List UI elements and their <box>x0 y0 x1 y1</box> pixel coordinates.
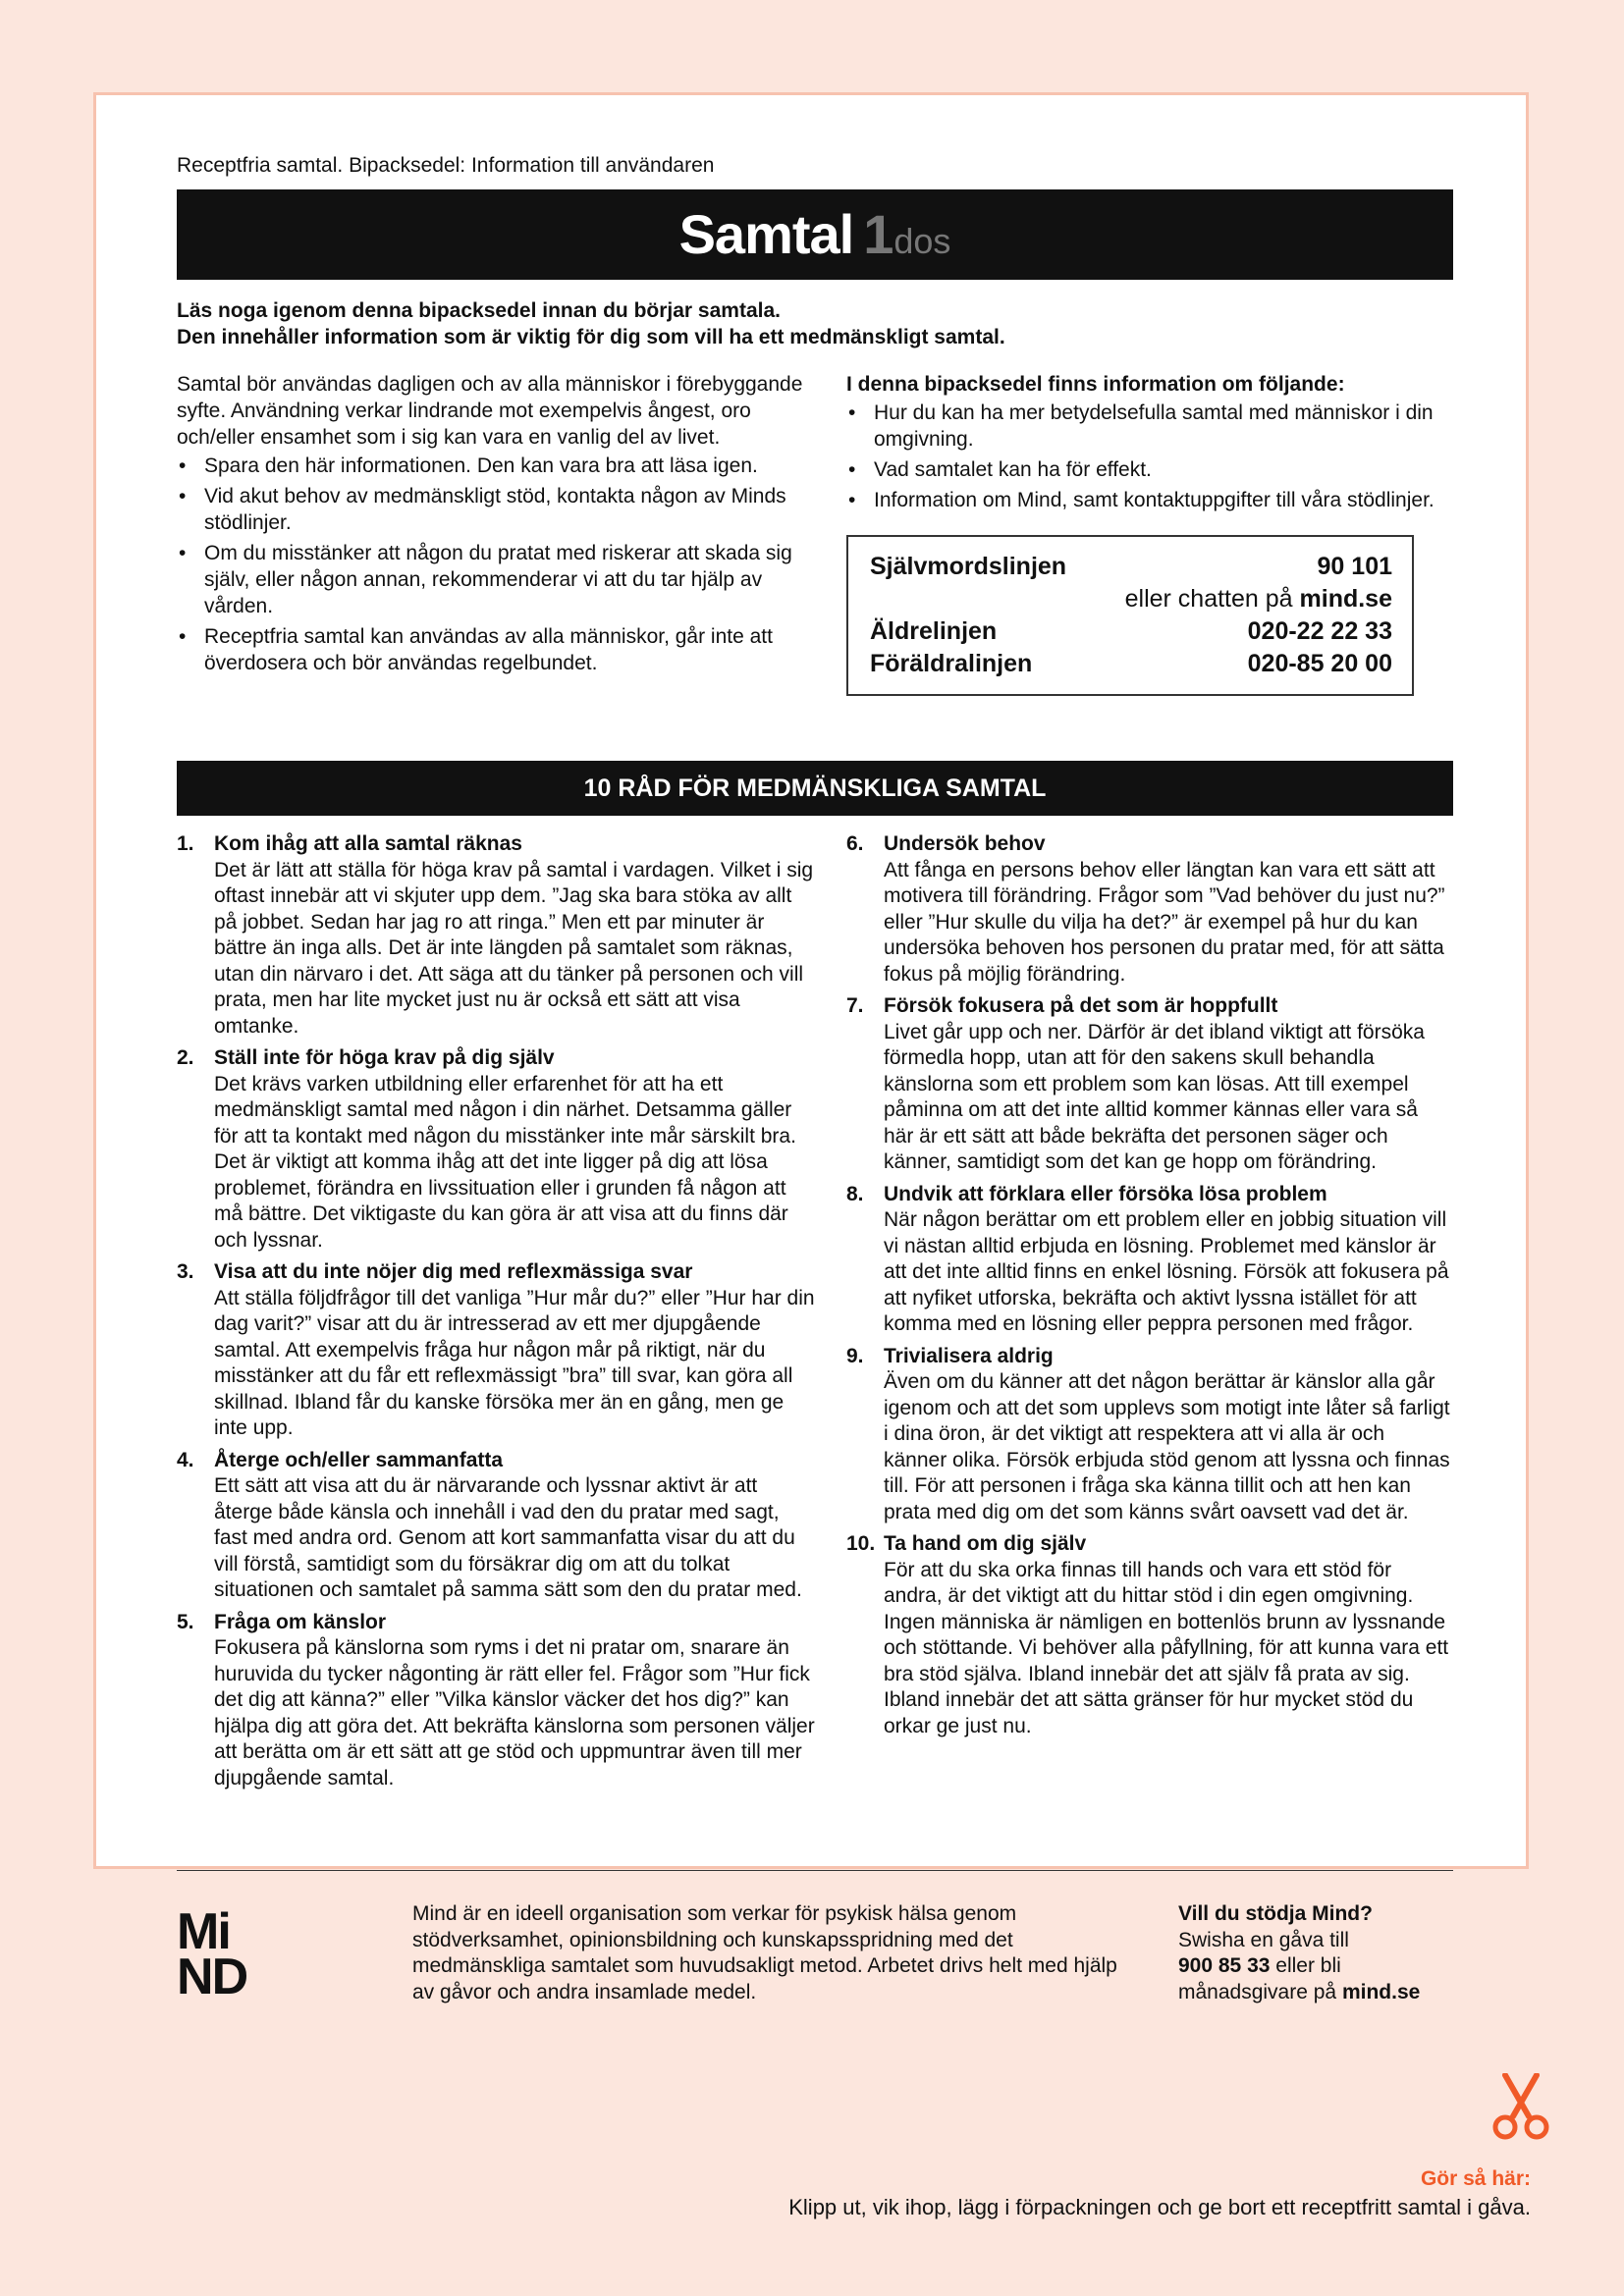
tip-heading: Försök fokusera på det som är hoppfullt <box>884 994 1278 1017</box>
tip-item <box>846 993 1453 1176</box>
support-question: Vill du stödja Mind? <box>1178 1902 1373 1925</box>
helpline-label: Självmordslinjen <box>870 553 1067 580</box>
tagline: Receptfria samtal. Bipacksedel: Information till användaren <box>177 154 715 177</box>
tip-number: 2. <box>177 1046 194 1069</box>
tip-heading: Ställ inte för höga krav på dig själv <box>214 1046 555 1069</box>
cut-instructions <box>788 2081 1531 2220</box>
tip-item <box>177 831 815 1040</box>
helpline-number[interactable]: 020-22 22 33 <box>1247 617 1392 645</box>
swish-number[interactable]: 900 85 33 <box>1178 1954 1271 1977</box>
helpline-row <box>870 551 1392 583</box>
list-item: • Vid akut behov av medmänskligt stöd, kontakta någon av Minds stödlinjer. <box>177 483 805 536</box>
tip-number: 9. <box>846 1344 864 1367</box>
helpline-label: Äldrelinjen <box>870 617 998 645</box>
tip-body: För att du ska orka finnas till hands och vara ett stöd för andra, är det viktigt att du hittar stöd i din egen omgivning. Ingen människa är nämligen en bottenlös brunn av lyssnande och stöttande. Vi behöver alla påfyllning, för att kunna vara ett bra stöd själva. Ibland innebär det att själv få prata av sig. Ibland innebär det att sätta gränser för hur mycket stöd du orkar ge just nu. <box>884 1558 1449 1737</box>
helpline-row <box>870 615 1392 648</box>
mind-site-link[interactable]: mind.se <box>1341 1980 1421 2003</box>
footer-divider <box>177 1870 1453 1871</box>
logo-letter: M <box>177 1903 218 1960</box>
list-item: • Spara den här informationen. Den kan vara bra att läsa igen. <box>177 453 805 479</box>
tip-number: 6. <box>846 832 864 855</box>
tip-item <box>177 1045 815 1254</box>
tip-heading: Kom ihåg att alla samtal räknas <box>214 832 522 855</box>
tip-number: 1. <box>177 832 194 855</box>
title-main: Samtal <box>678 203 854 265</box>
tip-body: Det krävs varken utbildning eller erfarenhet för att ha ett medmänskligt samtal med någon i din närhet. Detsamma gäller för att ta kontakt med någon du misstänker inte mår särskilt bra. Det är viktigt att komma ihåg att det inte ligger på dig att lösa problemet, förändra en livssituation eller i grunden få någon att må bättre. Det viktigaste du kan göra är att visa att du finns där och lyssnar. <box>214 1072 796 1252</box>
logo-letter: i <box>217 1903 230 1960</box>
tip-body: Att fånga en persons behov eller längtan kan vara ett sätt att motivera till förändring. Frågor som ”Vad behöver du just nu?” eller ”Hur skulle du vilja ha det?” är exempel på hur du kan undersöka behoven hos personen du pratar med, för att sätta fokus på möjlig förändring. <box>884 858 1445 986</box>
list-item: • Vad samtalet kan ha för effekt. <box>846 456 1453 483</box>
contents-heading: I denna bipacksedel finns information om följande: <box>846 373 1345 396</box>
tips-left-column <box>177 831 815 1797</box>
tip-number: 7. <box>846 994 864 1017</box>
tip-heading: Fråga om känslor <box>214 1610 387 1633</box>
helpline-number[interactable]: 90 101 <box>1317 553 1392 580</box>
tip-item <box>177 1259 815 1442</box>
tip-body: Ett sätt att visa att du är närvarande och lyssnar aktivt är att återge både känsla och innehåll i vad den du pratar med sagt, fast med andra ord. Genom att kort sammanfatta visar du att du vill förstå, samtidigt som du försäkrar dig om att du tolkat situationen och samtalet på samma sätt som den du pratar med. <box>214 1474 802 1601</box>
list-item: • Receptfria samtal kan användas av alla människor, går inte att överdosera och bör användas regelbundet. <box>177 623 805 676</box>
chat-prefix: eller chatten på <box>1124 585 1293 613</box>
tip-heading: Ta hand om dig själv <box>884 1532 1087 1555</box>
tip-body: Även om du känner att det någon berättar är känslor alla går igenom och att det som upplevs som motigt inte låter så farligt i dina öron, är det viktigt att respektera att vi alla är och känner olika. Försök erbjuda stöd genom att lyssna och finnas till. För att personen i fråga ska känna tillit och att hen kan prata med dig om det som känns svårt oavsett vad det är. <box>884 1370 1450 1523</box>
tip-body: Livet går upp och ner. Därför är det ibland viktigt att försöka förmedla hopp, utan att för den sakens skull behandla känslorna som ett problem som kan lösas. Att till exempel påminna om att det inte alltid kommer kännas eller vara så här är ett sätt att både bekräfta det personen säger och känner, samtidigt som det kan ge hopp om förändring. <box>884 1020 1425 1173</box>
tip-number: 8. <box>846 1182 864 1205</box>
tip-number: 3. <box>177 1260 194 1283</box>
helpline-row <box>870 648 1392 680</box>
leaflet-sheet <box>93 92 1529 2005</box>
tip-number: 5. <box>177 1610 194 1633</box>
tip-item <box>177 1448 815 1604</box>
title-dose-unit: dos <box>893 221 951 261</box>
title-bar <box>177 189 1453 280</box>
intro-line-2: Den innehåller information som är viktig för dig som vill ha ett medmänskligt samtal. <box>177 326 1005 348</box>
tip-heading: Undersök behov <box>884 832 1046 855</box>
tip-body: Fokusera på känslorna som ryms i det ni pratar om, snarare än huruvida du tycker någonting är rätt eller fel. Frågor som ”Hur fick det dig att känna?” eller ”Vilka känslor väcker det hos dig?” kan hjälpa dig att göra det. Att bekräfta känslorna som personen väljer att berätta om är ett sätt att ge stöd och uppmuntrar även till mer djupgående samtal. <box>214 1636 815 1789</box>
helpline-number[interactable]: 020-85 20 00 <box>1247 650 1392 677</box>
logo-letter: N <box>177 1949 212 2005</box>
tip-item <box>846 1531 1453 1739</box>
intro-line-1: Läs noga igenom denna bipacksedel innan du börjar samtala. <box>177 299 781 322</box>
tip-number: 4. <box>177 1448 194 1471</box>
intro <box>177 297 1005 350</box>
title-dose-number: 1 <box>863 203 894 265</box>
tip-heading: Undvik att förklara eller försöka lösa problem <box>884 1182 1327 1205</box>
tip-heading: Visa att du inte nöjer dig med reflexmässiga svar <box>214 1260 693 1283</box>
tip-heading: Återge och/eller sammanfatta <box>214 1448 504 1471</box>
helpline-label: Föräldralinjen <box>870 650 1033 677</box>
support-line-1: Swisha en gåva till <box>1178 1928 1349 1951</box>
tip-number: 10. <box>846 1532 876 1555</box>
contents-bullets <box>846 400 1453 513</box>
about-mind: Mind är en ideell organisation som verkar för psykisk hälsa genom stödverksamhet, opinionsbildning och kunskapsspridning med det medmänskliga samtalet som huvudsakligt metod. Arbetet drivs helt med hjälp av gåvor och andra insamlade medel. <box>412 1902 1117 2003</box>
support-mind <box>1178 1901 1473 2005</box>
howto-label: Gör så här: <box>1420 2167 1531 2190</box>
mind-logo <box>177 1903 285 2005</box>
helpline-box <box>846 535 1414 696</box>
tip-item <box>846 1344 1453 1526</box>
list-item: • Om du misstänker att någon du pratat med riskerar att skada sig själv, eller någon annan, rekommenderar vi att du tar hjälp av vården. <box>177 540 805 619</box>
chat-link[interactable]: mind.se <box>1299 585 1392 613</box>
tips-section-title: 10 RÅD FÖR MEDMÄNSKLIGA SAMTAL <box>177 761 1453 816</box>
tip-item <box>846 831 1453 988</box>
left-column <box>177 371 805 680</box>
howto-instruction: Klipp ut, vik ihop, lägg i förpackningen och ge bort ett receptfritt samtal i gåva. <box>788 2195 1531 2219</box>
tip-body: Att ställa följdfrågor till det vanliga ”Hur mår du?” eller ”Hur har din dag varit?” visar att du är intresserad av ett mer djupgående samtal. Att exempelvis fråga hur någon mår på riktigt, när du misstänker att du får ett reflexmässigt ”bra” till svar, kan göra all skillnad. Ibland får du kanske försöka mer än en gång, men ge inte upp. <box>214 1286 815 1439</box>
tips-right-column <box>846 831 1453 1745</box>
tip-heading: Trivialisera aldrig <box>884 1344 1054 1367</box>
usage-paragraph: Samtal bör användas dagligen och av alla människor i förebyggande syfte. Användning verkar lindrande mot exempelvis ångest, oro och/eller ensamhet som i sig kan vara en vanlig del av livet. <box>177 373 803 449</box>
right-column <box>846 371 1453 696</box>
tip-body: Det är lätt att ställa för höga krav på samtal i vardagen. Vilket i sig oftast innebär att vi skjuter upp dem. ”Jag ska bara stöka av allt på jobbet. Sedan har jag ro att ringa.” Men ett par minuter är bättre än inga alls. Det är inte längden på samtalet som räknas, utan din närvaro i det. Att säga att du tänker på personen och vill prata, men har lite mycket just nu är också ett sätt att visa omtanke. <box>214 858 814 1038</box>
chat-line <box>870 583 1392 615</box>
tip-item <box>846 1182 1453 1338</box>
list-item: • Information om Mind, samt kontaktuppgifter till våra stödlinjer. <box>846 487 1453 513</box>
tip-body: När någon berättar om ett problem eller en jobbig situation vill vi nästan alltid erbjuda en lösning. Problemet med känslor är att det inte alltid finns en enkel lösning. Försök att fokusera på att nyfiket utforska, bekräfta och aktivt lyssna istället för att komma med en lösning eller peppra personen med frågor. <box>884 1208 1449 1335</box>
support-line-3: månadsgivare på <box>1178 1980 1337 2003</box>
logo-letter: D <box>211 1949 247 2005</box>
support-line-2: eller bli <box>1275 1954 1341 1977</box>
tip-item <box>177 1610 815 1792</box>
list-item: • Hur du kan ha mer betydelsefulla samtal med människor i din omgivning. <box>846 400 1453 453</box>
usage-bullets <box>177 453 805 676</box>
